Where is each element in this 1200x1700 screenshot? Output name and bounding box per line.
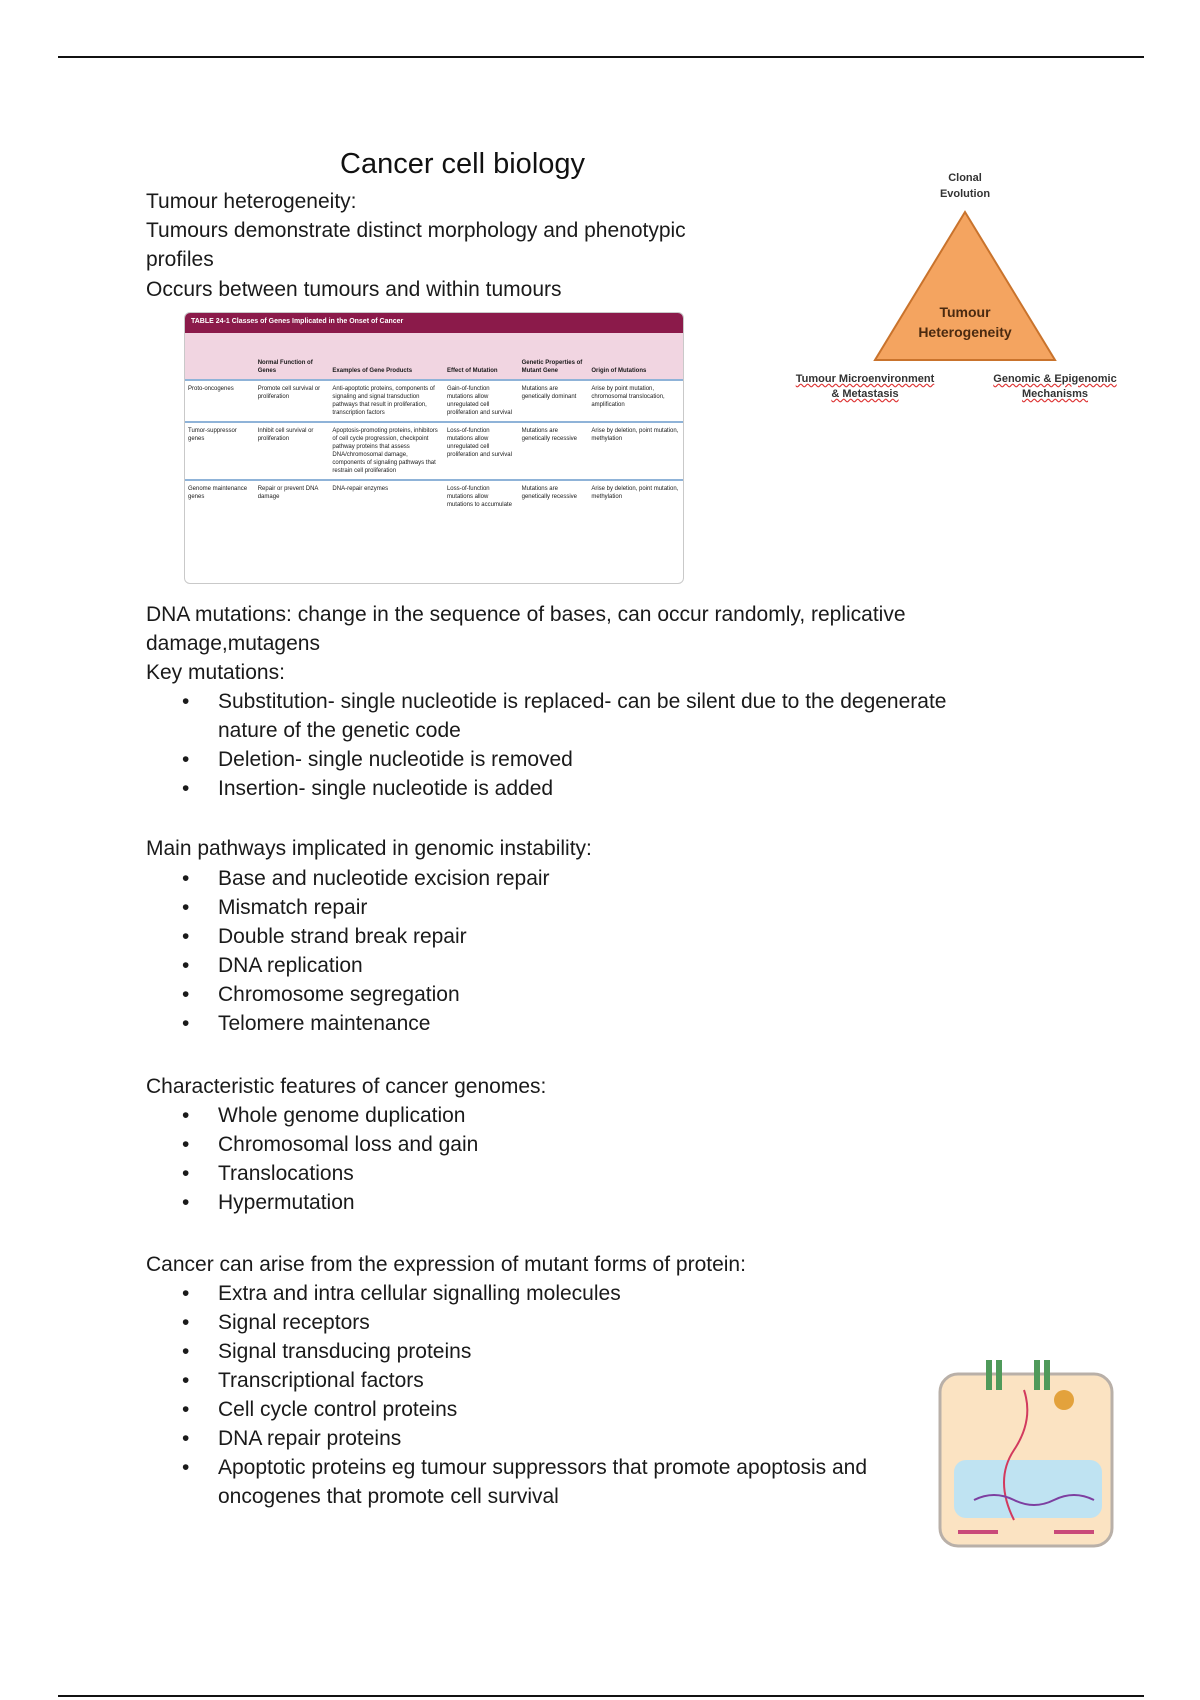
pathways-list (146, 864, 1038, 1038)
list-item: • Hypermutation (182, 1191, 355, 1214)
list-item: • Chromosome segregation (182, 983, 460, 1006)
table-cell: Promote cell survival or proliferation (255, 380, 330, 422)
triangle-label-left: Tumour Microenvironment & Metastasis (795, 373, 935, 400)
table-cell: Repair or prevent DNA damage (255, 480, 330, 513)
nucleus (954, 1460, 1102, 1518)
top-rule (58, 56, 1144, 58)
protein-bar (1054, 1530, 1094, 1534)
table-cell: Arise by point mutation, chromosomal translocation, amplification (588, 380, 683, 422)
table-cell: Mutations are genetically dominant (519, 380, 589, 422)
table-cell: Tumor-suppressor genes (185, 422, 255, 480)
table-cell: Gain-of-function mutations allow unregulated cell proliferation and survival (444, 380, 519, 422)
table-cell: Genome maintenance genes (185, 480, 255, 513)
list-item: • Cell cycle control proteins (182, 1398, 458, 1421)
key-mutations-heading: Key mutations: (146, 661, 285, 684)
dna-mutations-text: DNA mutations: change in the sequence of bases, can occur randomly, replicative damage,mutagens (146, 603, 906, 655)
page-title: Cancer cell biology (340, 148, 586, 180)
proteins-list (146, 1279, 1038, 1511)
proteins-heading: Cancer can arise from the expression of mutant forms of protein: (146, 1253, 746, 1276)
table-cell: Mutations are genetically recessive (519, 422, 589, 480)
table-caption: TABLE 24-1 Classes of Genes Implicated in the Onset of Cancer (185, 313, 683, 333)
list-item: • Translocations (182, 1162, 354, 1185)
table-row (185, 422, 683, 480)
table-cell: Anti-apoptotic proteins, components of signaling and signal transduction pathways that result in proliferation, transcription factors (329, 380, 444, 422)
table-cell: Proto-oncogenes (185, 380, 255, 422)
table-header: Examples of Gene Products (329, 333, 444, 380)
table-cell: Arise by deletion, point mutation, methylation (588, 422, 683, 480)
heterogeneity-triangle-diagram (780, 160, 1130, 420)
receptor-icon (1034, 1360, 1040, 1390)
table-header (185, 333, 255, 380)
intro-text-occurrence: Occurs between tumours and within tumours (146, 278, 562, 301)
cell-signalling-figure (934, 1340, 1119, 1570)
list-item: • Apoptotic proteins eg tumour suppressors that promote apoptosis and oncogenes that promote cell survival (182, 1456, 868, 1508)
table-row (185, 480, 683, 513)
triangle-label-top: Clonal Evolution (939, 172, 991, 200)
list-item: • DNA replication (182, 954, 363, 977)
table-cell: Arise by deletion, point mutation, methylation (588, 480, 683, 513)
features-heading: Characteristic features of cancer genomes: (146, 1075, 547, 1098)
table-cell: DNA-repair enzymes (329, 480, 444, 513)
list-item: • Whole genome duplication (182, 1104, 466, 1127)
table-cell: Inhibit cell survival or proliferation (255, 422, 330, 480)
table-header: Normal Function of Genes (255, 333, 330, 380)
intro-text-morphology: Tumours demonstrate distinct morphology and phenotypic profiles (146, 219, 686, 271)
pathways-heading: Main pathways implicated in genomic instability: (146, 837, 592, 860)
table-cell: Apoptosis-promoting proteins, inhibitors of cell cycle progression, checkpoint pathway proteins that assess DNA/chromosomal damage, components of signaling pathways that restrain cell proliferation (329, 422, 444, 480)
list-item: • Mismatch repair (182, 896, 368, 919)
list-item: • DNA repair proteins (182, 1427, 402, 1450)
table-body (185, 333, 683, 513)
organelle-icon (1054, 1390, 1074, 1410)
list-item: • Base and nucleotide excision repair (182, 867, 550, 890)
features-list (146, 1101, 1038, 1217)
list-item: • Double strand break repair (182, 925, 467, 948)
triangle-label-center: Tumour Heterogeneity (918, 304, 1012, 340)
list-item: • Telomere maintenance (182, 1012, 431, 1035)
list-item: • Deletion- single nucleotide is removed (182, 748, 573, 771)
list-item: • Transcriptional factors (182, 1369, 424, 1392)
table-cell: Loss-of-function mutations allow unregulated cell proliferation and survival (444, 422, 519, 480)
key-mutations-list (146, 687, 1038, 803)
receptor-icon (1044, 1360, 1050, 1390)
bottom-rule (58, 1695, 1144, 1697)
list-item: • Insertion- single nucleotide is added (182, 777, 554, 800)
protein-bar (958, 1530, 998, 1534)
table-header: Genetic Properties of Mutant Gene (519, 333, 589, 380)
list-item: • Chromosomal loss and gain (182, 1133, 479, 1156)
cell-signalling-svg (934, 1340, 1119, 1570)
gene-classes-table (184, 312, 684, 584)
table-header: Effect of Mutation (444, 333, 519, 380)
table-row (185, 380, 683, 422)
list-item: • Extra and intra cellular signalling molecules (182, 1282, 621, 1305)
intro-heading: Tumour heterogeneity: (146, 190, 357, 213)
table-cell: Mutations are genetically recessive (519, 480, 589, 513)
list-item: • Signal transducing proteins (182, 1340, 472, 1363)
list-item: • Substitution- single nucleotide is replaced- can be silent due to the degenerate nature of the genetic code (182, 690, 947, 742)
list-item: • Signal receptors (182, 1311, 370, 1334)
receptor-icon (996, 1360, 1002, 1390)
table-header: Origin of Mutations (588, 333, 683, 380)
receptor-icon (986, 1360, 992, 1390)
triangle-label-right: Genomic & Epigenomic Mechanisms (993, 373, 1117, 400)
table-cell: Loss-of-function mutations allow mutations to accumulate (444, 480, 519, 513)
